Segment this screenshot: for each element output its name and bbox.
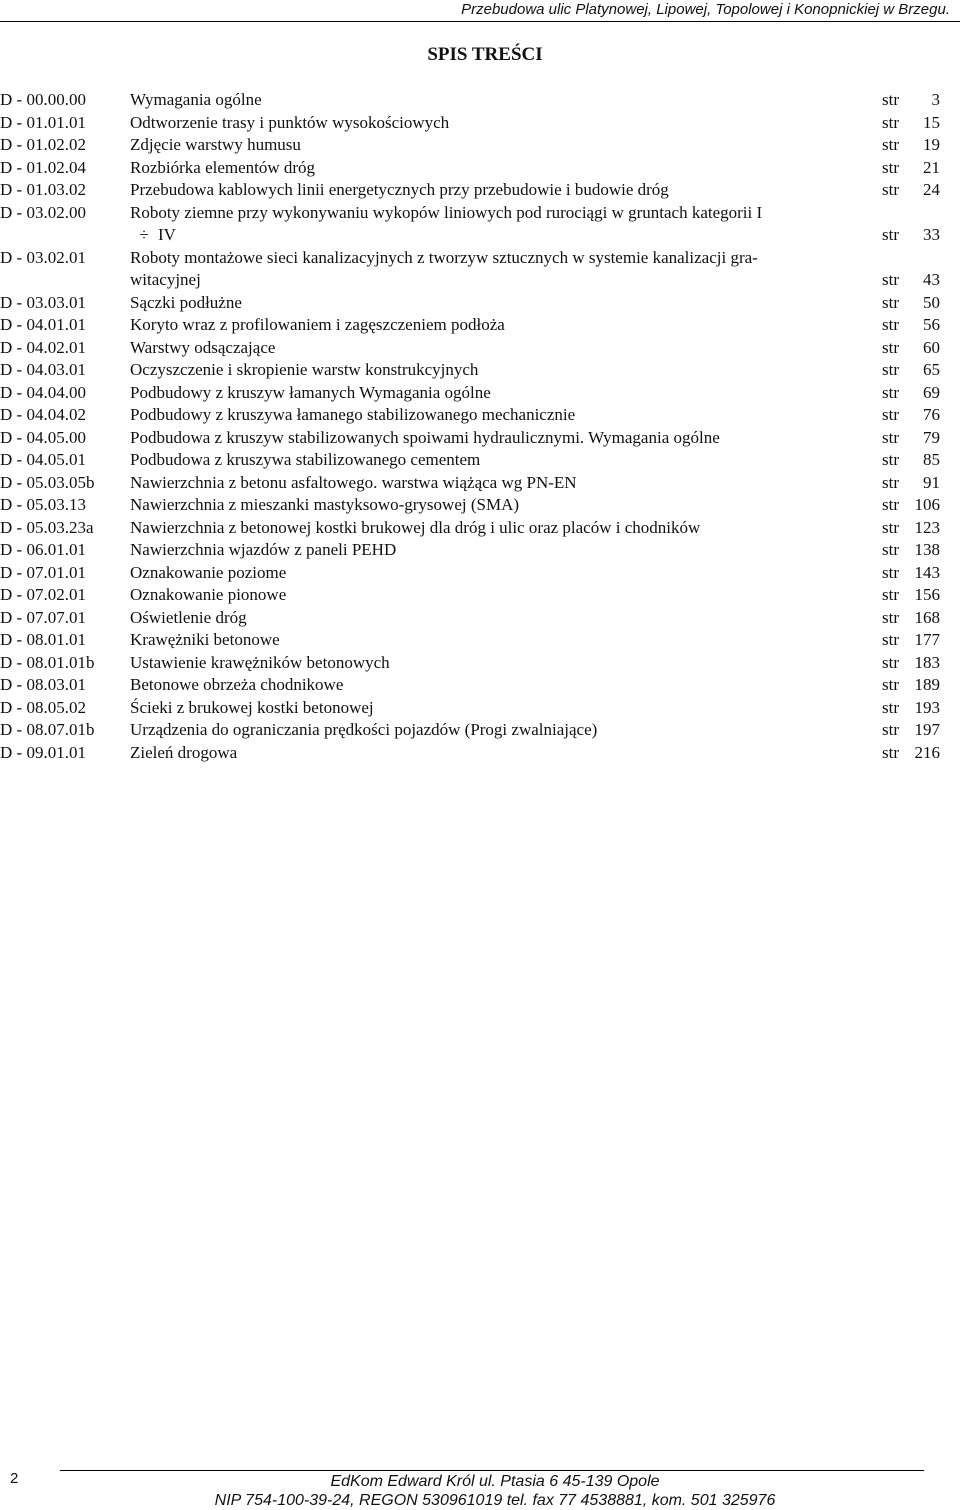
toc-code: D - 03.02.00: [0, 202, 86, 222]
toc-entry: [0, 697, 960, 720]
toc-str-label: str: [882, 315, 899, 334]
toc-entry: [0, 562, 960, 585]
toc-code: D - 04.05.01: [0, 450, 86, 469]
toc-entry: [0, 157, 960, 180]
toc-entry: [0, 742, 960, 765]
toc-code: D - 03.03.01: [0, 292, 86, 312]
toc-description: [130, 584, 882, 607]
toc-description-line: Oznakowanie poziome: [130, 562, 287, 582]
toc-code: D - 00.00.00: [0, 90, 86, 109]
toc-entry: [0, 112, 960, 135]
toc-str-label: str: [882, 157, 899, 177]
toc-entry: [0, 494, 960, 517]
toc-description-line: Nawierzchnia z betonu asfaltowego. warstwa wiążąca wg PN-EN: [130, 472, 577, 492]
toc-entry: [0, 427, 960, 450]
toc-page-number: 24: [923, 180, 940, 199]
toc-str-label: str: [882, 427, 899, 447]
toc-description: [130, 449, 882, 472]
toc-description-line: Krawężniki betonowe: [130, 630, 280, 649]
toc-page-number: 85: [923, 450, 940, 469]
toc-description: [130, 539, 882, 562]
toc-entry: [0, 292, 960, 315]
toc-str-label: str: [882, 225, 899, 244]
toc-description: [130, 89, 882, 112]
toc-entry: [0, 89, 960, 112]
toc-entry: [0, 247, 960, 292]
toc-page-number: 65: [923, 360, 940, 379]
toc-code: D - 03.02.01: [0, 247, 86, 267]
toc-str-label: str: [882, 337, 899, 357]
toc-description-line: Nawierzchnia wjazdów z paneli PEHD: [130, 540, 397, 559]
toc-description: [130, 494, 882, 517]
toc-page-number: 177: [914, 630, 940, 649]
toc-description-line: Podbudowa z kruszyw stabilizowanych spoiwami hydraulicznymi. Wymagania ogólne: [130, 427, 720, 447]
toc-code: D - 05.03.13: [0, 495, 86, 514]
footer-company: EdKom Edward Król ul. Ptasia 6 45-139 Opole: [330, 1473, 660, 1490]
toc-entry: [0, 517, 960, 540]
toc-page-number: 106: [914, 495, 940, 514]
toc-str-label: str: [882, 562, 899, 582]
header-rule: [0, 21, 960, 22]
toc-page-number: 69: [923, 382, 940, 402]
toc-page-number: 79: [923, 427, 940, 447]
toc-description: [130, 112, 882, 135]
toc-description: [130, 427, 882, 450]
toc-str-label: str: [882, 652, 899, 672]
toc-str-label: str: [882, 607, 899, 627]
toc-str-label: str: [882, 135, 899, 154]
toc-entry: [0, 134, 960, 157]
toc-page-number: 143: [914, 562, 940, 582]
toc-page-number: 189: [914, 675, 940, 694]
toc-str-label: str: [882, 630, 899, 649]
toc-description: [130, 337, 882, 360]
toc-str-label: str: [882, 585, 899, 604]
toc-code: D - 04.02.01: [0, 337, 86, 357]
toc-code: D - 08.05.02: [0, 697, 86, 717]
toc-page-number: 60: [923, 337, 940, 357]
toc-description-line: Ustawienie krawężników betonowych: [130, 652, 390, 672]
toc-description: [130, 629, 882, 652]
toc-description-line: Roboty ziemne przy wykonywaniu wykopów liniowych pod rurociągi w gruntach kategorii I: [130, 202, 763, 222]
page-number: 2: [10, 1470, 19, 1487]
toc-code: D - 08.07.01b: [0, 720, 95, 739]
toc-entry: [0, 359, 960, 382]
toc-page-number: 56: [923, 315, 940, 334]
toc-description-continuation: [130, 224, 882, 247]
toc-page-number: 197: [914, 720, 940, 739]
toc-str-label: str: [882, 405, 899, 424]
toc-code: D - 05.03.05b: [0, 472, 95, 492]
toc-page-number: 50: [923, 292, 940, 312]
toc-description: [130, 202, 882, 247]
toc-description-continuation: [130, 269, 882, 292]
toc-description: [130, 674, 882, 697]
toc-code: D - 04.01.01: [0, 315, 86, 334]
toc-str-label: str: [882, 382, 899, 402]
toc-description-line: Podbudowy z kruszywa łamanego stabilizowanego mechanicznie: [130, 405, 576, 424]
toc-description-line: Przebudowa kablowych linii energetycznych przy przebudowie i budowie dróg: [130, 180, 669, 199]
toc-entry: [0, 607, 960, 630]
toc-description-line: Ścieki z brukowej kostki betonowej: [130, 697, 374, 717]
toc-description-line: Sączki podłużne: [130, 292, 242, 312]
toc-entry: [0, 202, 960, 247]
range-symbol: ÷: [139, 225, 149, 244]
toc-description: [130, 719, 882, 742]
toc-description: [130, 359, 882, 382]
running-header: Przebudowa ulic Platynowej, Lipowej, Topolowej i Konopnickiej w Brzegu.: [461, 1, 950, 18]
toc-page-number: 216: [914, 742, 940, 762]
toc-description-line: Odtworzenie trasy i punktów wysokościowych: [130, 112, 450, 132]
toc-code: D - 08.01.01: [0, 630, 86, 649]
toc-entry: [0, 674, 960, 697]
toc-code: D - 04.04.00: [0, 382, 86, 402]
toc-code: D - 07.01.01: [0, 562, 86, 582]
toc-code: D - 01.02.04: [0, 157, 86, 177]
table-of-contents: [0, 89, 960, 764]
toc-description-line: Podbudowy z kruszyw łamanych Wymagania ogólne: [130, 382, 491, 402]
toc-page-number: 33: [923, 225, 940, 244]
toc-str-label: str: [882, 495, 899, 514]
toc-description: [130, 697, 882, 720]
toc-page-number: 193: [914, 697, 940, 717]
toc-str-label: str: [882, 742, 899, 762]
toc-description-line: Koryto wraz z profilowaniem i zagęszczeniem podłoża: [130, 315, 505, 334]
toc-description: [130, 292, 882, 315]
toc-description-line: Warstwy odsączające: [130, 337, 276, 357]
toc-description-line: Rozbiórka elementów dróg: [130, 157, 316, 177]
toc-code: D - 04.04.02: [0, 405, 86, 424]
toc-str-label: str: [882, 450, 899, 469]
toc-entry: [0, 652, 960, 675]
toc-entry: [0, 449, 960, 472]
toc-description: [130, 517, 882, 540]
toc-description-continuation-text: witacyjnej: [130, 270, 201, 289]
toc-code: D - 09.01.01: [0, 742, 86, 762]
toc-description: [130, 652, 882, 675]
toc-description: [130, 742, 882, 765]
toc-description: [130, 562, 882, 585]
toc-description-line: Oczyszczenie i skropienie warstw konstrukcyjnych: [130, 360, 479, 379]
toc-description-continuation-text: IV: [158, 225, 176, 244]
toc-description: [130, 382, 882, 405]
toc-description-line: Nawierzchnia z mieszanki mastyksowo-grysowej (SMA): [130, 495, 520, 514]
toc-str-label: str: [882, 697, 899, 717]
toc-page-number: 21: [923, 157, 940, 177]
toc-code: D - 07.02.01: [0, 585, 86, 604]
toc-description-line: Oznakowanie pionowe: [130, 585, 287, 604]
toc-code: D - 08.03.01: [0, 675, 86, 694]
toc-entry: [0, 719, 960, 742]
toc-str-label: str: [882, 292, 899, 312]
toc-page-number: 168: [914, 607, 940, 627]
toc-description: [130, 472, 882, 495]
footer-contact: NIP 754-100-39-24, REGON 530961019 tel. fax 77 4538881, kom. 501 325976: [214, 1492, 776, 1509]
toc-description-line: Betonowe obrzeża chodnikowe: [130, 675, 344, 694]
toc-description: [130, 404, 882, 427]
toc-description: [130, 607, 882, 630]
toc-code: D - 08.01.01b: [0, 652, 95, 672]
toc-page-number: 3: [931, 90, 940, 109]
toc-str-label: str: [882, 112, 899, 132]
toc-page-number: 123: [914, 517, 940, 537]
toc-description: [130, 157, 882, 180]
toc-page-number: 138: [914, 540, 940, 559]
toc-entry: [0, 337, 960, 360]
toc-code: D - 06.01.01: [0, 540, 86, 559]
toc-entry: [0, 472, 960, 495]
toc-entry: [0, 179, 960, 202]
toc-str-label: str: [882, 180, 899, 199]
toc-code: D - 07.07.01: [0, 607, 86, 627]
toc-description-line: Zdjęcie warstwy humusu: [130, 135, 301, 154]
toc-str-label: str: [882, 270, 899, 289]
toc-str-label: str: [882, 720, 899, 739]
toc-description-line: Wymagania ogólne: [130, 90, 262, 109]
toc-page-number: 91: [923, 472, 940, 492]
toc-entry: [0, 584, 960, 607]
toc-entry: [0, 539, 960, 562]
page-title: SPIS TREŚCI: [427, 44, 543, 65]
toc-description: [130, 314, 882, 337]
toc-str-label: str: [882, 472, 899, 492]
toc-entry: [0, 404, 960, 427]
toc-str-label: str: [882, 360, 899, 379]
toc-page-number: 156: [914, 585, 940, 604]
toc-description-line: Oświetlenie dróg: [130, 607, 247, 627]
toc-description: [130, 134, 882, 157]
toc-code: D - 01.03.02: [0, 180, 86, 199]
toc-code: D - 04.03.01: [0, 360, 86, 379]
toc-description-line: Roboty montażowe sieci kanalizacyjnych z tworzyw sztucznych w systemie kanalizacji gra-: [130, 247, 758, 267]
toc-code: D - 05.03.23a: [0, 517, 94, 537]
toc-str-label: str: [882, 540, 899, 559]
toc-page-number: 15: [923, 112, 940, 132]
toc-code: D - 04.05.00: [0, 427, 86, 447]
toc-description-line: Zieleń drogowa: [130, 742, 238, 762]
toc-description-line: Urządzenia do ograniczania prędkości pojazdów (Progi zwalniające): [130, 720, 598, 739]
toc-description-line: Nawierzchnia z betonowej kostki brukowej dla dróg i ulic oraz placów i chodników: [130, 517, 701, 537]
toc-description: [130, 247, 882, 292]
toc-page-number: 183: [914, 652, 940, 672]
toc-page-number: 19: [923, 135, 940, 154]
toc-page-number: 43: [923, 270, 940, 289]
footer-rule: [60, 1470, 924, 1471]
toc-description: [130, 179, 882, 202]
toc-entry: [0, 629, 960, 652]
toc-str-label: str: [882, 675, 899, 694]
toc-code: D - 01.02.02: [0, 135, 86, 154]
toc-str-label: str: [882, 90, 899, 109]
toc-entry: [0, 314, 960, 337]
toc-description-line: Podbudowa z kruszywa stabilizowanego cementem: [130, 450, 481, 469]
toc-str-label: str: [882, 517, 899, 537]
toc-entry: [0, 382, 960, 405]
toc-code: D - 01.01.01: [0, 112, 86, 132]
toc-page-number: 76: [923, 405, 940, 424]
